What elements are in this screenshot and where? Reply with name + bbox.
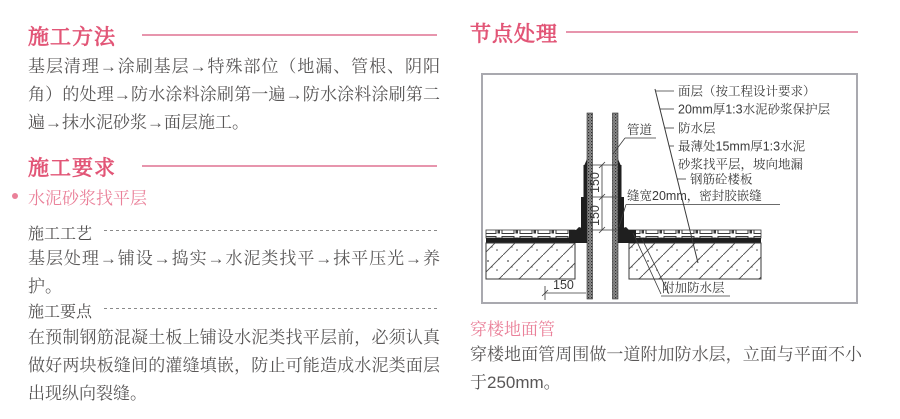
- subhead-construction-craft: 施工工艺: [28, 226, 93, 243]
- subhead-construction-points: 施工要点: [28, 304, 93, 321]
- node-treatment-paragraph: 穿楼地面管周围做一道附加防水层，立面与平面不小于250mm。: [470, 345, 862, 392]
- callout-protection-layer: 20mm厚1:3水泥砂浆保护层: [678, 102, 831, 117]
- floor-slab-left: [486, 230, 575, 279]
- dashed-rule: [104, 230, 437, 231]
- pipe-detail-diagram-frame: [481, 73, 858, 304]
- floor-slab-right: [629, 230, 761, 279]
- section-title-construction-requirements: 施工要求: [28, 157, 116, 180]
- callout-rc-slab: 钢筋砼楼板: [690, 172, 753, 187]
- callout-leveling-layer-line1: 最薄处15mm厚1:3水泥: [678, 139, 806, 154]
- callout-surface-layer: 面层（按工程设计要求）: [678, 84, 816, 99]
- section-title-construction-method: 施工方法: [28, 26, 116, 49]
- pipe-detail-diagram: [483, 75, 856, 302]
- pipe-label: 管道: [627, 123, 653, 137]
- construction-craft-paragraph: 基层处理→铺设→捣实→水泥类找平→抹平压光→养护。: [28, 249, 440, 296]
- extra-layer-label: 附加防水层: [662, 281, 725, 295]
- seam-label: 缝宽20mm，密封胶嵌缝: [627, 189, 762, 203]
- section-title-node-treatment: 节点处理: [470, 23, 558, 46]
- construction-points-paragraph: 在预制钢筋混凝土板上铺设水泥类找平层前，必须认真做好两块板缝间的灌缝填嵌，防止可能造成水泥类面层出现纵向裂缝。: [28, 328, 440, 403]
- callout-leveling-layer-line2: 砂浆找平层，坡向地漏: [678, 157, 804, 172]
- diagram-caption: 穿楼地面管: [470, 320, 555, 339]
- heading-rule: [566, 31, 858, 33]
- seam-callout: [619, 188, 780, 227]
- dim-vertical-lower: 150: [588, 205, 602, 226]
- dim-horizontal: 150: [553, 278, 574, 292]
- construction-method-paragraph: 基层清理→涂刷基层→特殊部位（地漏、管根、阴阳角）的处理→防水涂料涂刷第一遍→防水涂料涂刷第二遍→抹水泥砂浆→面层施工。: [28, 57, 440, 132]
- callout-waterproof-layer: 防水层: [678, 121, 716, 136]
- pipe-callout: [613, 123, 656, 154]
- dimension-horizontal: [542, 278, 586, 300]
- heading-rule: [142, 165, 437, 167]
- bullet-item-cement-mortar-leveling: 水泥砂浆找平层: [28, 189, 147, 208]
- heading-rule: [142, 34, 437, 36]
- bullet-dot: [12, 193, 18, 199]
- dim-vertical-upper: 150: [588, 172, 602, 193]
- dashed-rule: [104, 308, 437, 309]
